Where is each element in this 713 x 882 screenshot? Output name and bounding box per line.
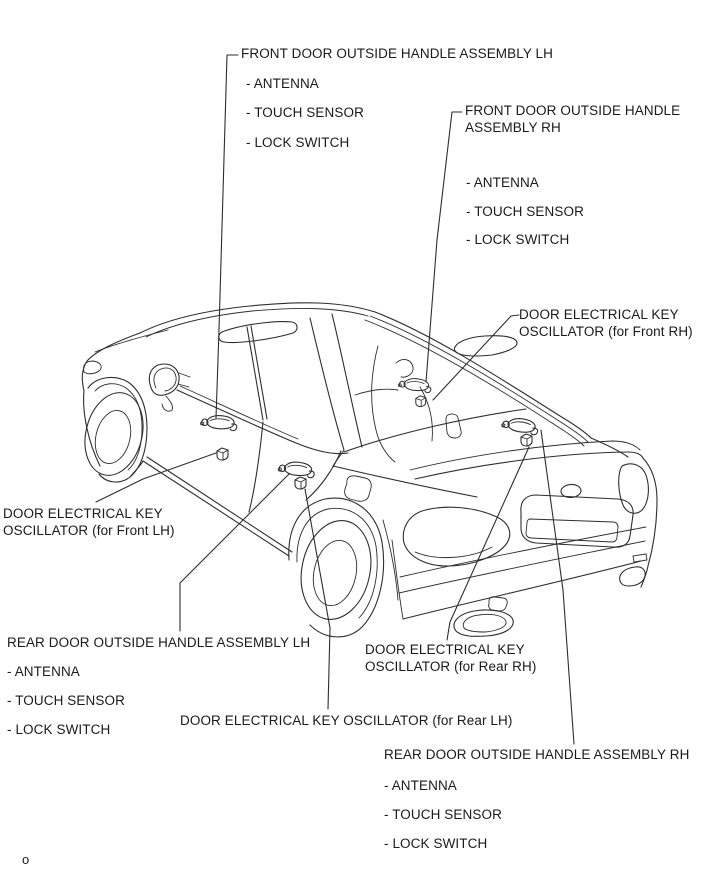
label-oscillator-front-lh-1: DOOR ELECTRICAL KEY: [3, 506, 163, 521]
mirror-arm: [178, 373, 190, 387]
label-rear-door-handle-lh-title: REAR DOOR OUTSIDE HANDLE ASSEMBLY LH: [7, 635, 311, 650]
exhaust-left-inner: [463, 614, 506, 632]
label-rear-lh-lock-switch: - LOCK SWITCH: [7, 722, 111, 737]
leader-rear-handle-lh: [180, 474, 289, 631]
leader-oscillator-rear-lh: [305, 489, 330, 709]
fuel-door-icon: [345, 476, 372, 501]
label-rear-lh-touch-sensor: - TOUCH SENSOR: [7, 693, 125, 708]
label-front-lh-antenna: - ANTENNA: [246, 76, 319, 91]
label-oscillator-front-rh-2: OSCILLATOR (for Front RH): [519, 324, 693, 339]
trunk-lip: [415, 452, 643, 479]
license-plate-recess: [526, 519, 618, 542]
label-front-door-handle-lh-title: FRONT DOOR OUTSIDE HANDLE ASSEMBLY LH: [241, 46, 554, 61]
exhaust-right: [620, 567, 645, 586]
part-oscillator-rear-lh-icon: [295, 477, 306, 489]
rear-wheel-arch: [289, 498, 384, 637]
license-lamp: [489, 597, 508, 611]
hood-crease: [95, 330, 168, 352]
part-front-door-handle-rh-icon: [398, 376, 432, 393]
belt-line-inner: [180, 386, 298, 439]
label-oscillator-front-rh-1: DOOR ELECTRICAL KEY: [519, 307, 679, 322]
part-rear-door-handle-rh-icon: [501, 416, 539, 436]
parcel-shelf-line: [344, 409, 526, 452]
hood-edge: [82, 333, 140, 391]
part-oscillator-front-rh-icon: [416, 396, 426, 407]
sunroof: [219, 322, 297, 343]
leader-front-handle-lh: [216, 55, 238, 418]
c-pillar-left-2: [332, 314, 362, 447]
bumper-left-edge: [392, 540, 403, 619]
c-pillar-left-1: [310, 318, 344, 450]
rear-wheel: [292, 514, 379, 626]
label-oscillator-rear-lh: DOOR ELECTRICAL KEY OSCILLATOR (for Rear LH): [180, 713, 513, 728]
corner-mark: o: [22, 852, 30, 867]
label-front-door-handle-rh-title-2: ASSEMBLY RH: [465, 120, 561, 135]
label-rear-rh-touch-sensor: - TOUCH SENSOR: [384, 807, 502, 822]
fender-to-rocker: [130, 461, 143, 477]
label-oscillator-rear-rh-1: DOOR ELECTRICAL KEY: [365, 642, 525, 657]
label-oscillator-front-lh-2: OSCILLATOR (for Front LH): [3, 523, 175, 538]
rear-roof-glass: [454, 336, 517, 356]
part-rear-door-handle-lh-icon: [278, 460, 316, 479]
label-rear-door-handle-rh-title: REAR DOOR OUTSIDE HANDLE ASSEMBLY RH: [384, 747, 690, 762]
part-front-door-handle-lh-icon: [200, 414, 238, 431]
part-oscillator-front-lh-icon: [217, 448, 228, 460]
label-rear-rh-lock-switch: - LOCK SWITCH: [384, 836, 488, 851]
interior-contour: [420, 387, 432, 441]
interior-anchor: [446, 414, 461, 438]
rocker-panel: [143, 457, 292, 556]
label-oscillator-rear-rh-2: OSCILLATOR (for Rear RH): [365, 659, 537, 674]
body-right-edge: [641, 458, 657, 587]
tail-lamp-right: [619, 464, 649, 513]
tail-lamp-left-inner: [415, 547, 492, 558]
leader-front-handle-rh: [426, 112, 462, 382]
rear-wheel-arch-inner: [297, 508, 377, 618]
bumper-bottom: [403, 561, 641, 619]
label-front-rh-touch-sensor: - TOUCH SENSOR: [466, 204, 584, 219]
roofline: [140, 303, 375, 333]
leader-oscillator-front-lh: [96, 453, 216, 502]
part-oscillator-rear-rh-icon: [521, 434, 532, 446]
label-front-lh-lock-switch: - LOCK SWITCH: [246, 135, 350, 150]
label-front-rh-lock-switch: - LOCK SWITCH: [466, 232, 570, 247]
roofline-inner: [146, 308, 368, 337]
interior-shelf: [355, 389, 398, 395]
interior-hook: [396, 360, 413, 378]
sedan-rear-three-quarter-drawing: [77, 303, 657, 637]
interior-seatback: [372, 346, 395, 462]
rear-door-shutline: [306, 451, 341, 500]
front-door-shutline: [249, 422, 263, 512]
headlight-icon: [83, 361, 101, 374]
bumper-crease-2: [399, 541, 645, 593]
side-mirror-inner: [154, 368, 176, 391]
rear-reflector: [633, 554, 647, 562]
label-rear-rh-antenna: - ANTENNA: [384, 778, 457, 793]
door-parts: [200, 376, 539, 489]
leader-oscillator-rear-rh: [447, 447, 529, 640]
label-rear-lh-antenna: - ANTENNA: [7, 664, 80, 679]
label-front-lh-touch-sensor: - TOUCH SENSOR: [246, 105, 364, 120]
mirror-base: [162, 396, 173, 411]
quarter-panel-edge: [383, 520, 398, 600]
label-front-door-handle-rh-title-1: FRONT DOOR OUTSIDE HANDLE: [465, 103, 681, 118]
label-front-rh-antenna: - ANTENNA: [466, 175, 539, 190]
leader-rear-handle-rh: [541, 430, 574, 744]
c-pillar-base: [333, 450, 344, 466]
